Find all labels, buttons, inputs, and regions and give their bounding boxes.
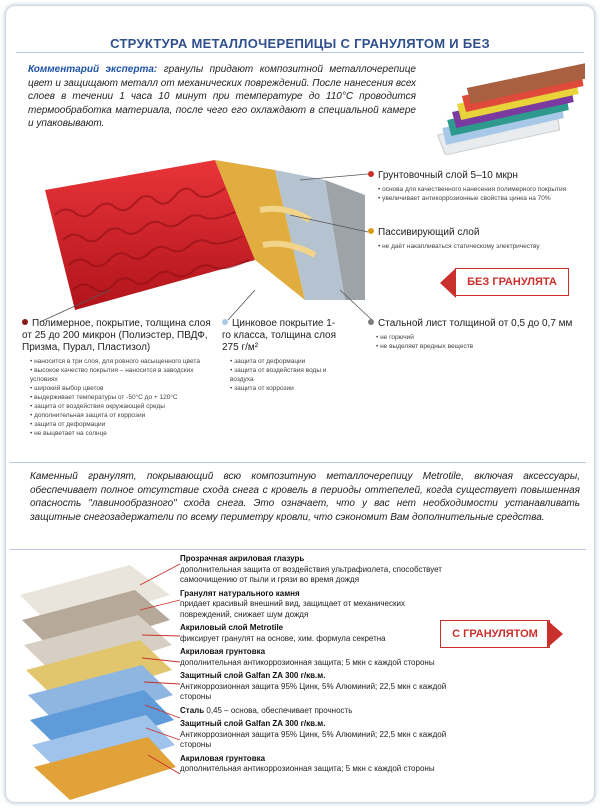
polymer-title: Полимерное, покрытие, толщина слоя от 25 до 200 микрон (Полиэстер, ПВДФ, Призма, Пурал, Пластизол) (22, 318, 211, 353)
primer-title: Грунтовочный слой 5–10 мкрн (378, 170, 518, 181)
layer-item: Защитный слой Galfan ZA 300 г/кв.м. Антикоррозионная защита 95% Цинк, 5% Алюминий; 22,5 мкн с каждой стороны (180, 671, 447, 701)
layer-item: Гранулят натурального камня придает красивый внешний вид, защищает от механических повреждений, снижает шум дождя (180, 588, 405, 619)
polymer-bullet: • дополнительная защита от коррозии (30, 411, 217, 420)
page-title: СТРУКТУРА МЕТАЛЛОЧЕРЕПИЦЫ С ГРАНУЛЯТОМ И БЕЗ (110, 36, 490, 51)
banner-arrow-icon (440, 268, 456, 298)
steel-bullet: • не выделяет вредных веществ (376, 342, 583, 351)
granulate-paragraph: Каменный гранулят, покрывающий всю композитную металлочерепицу Metrotile, включая аксессуары, обеспечивает полное отсутствие схода снега с кровель в периоды оттепелей, когда существует повышенная опасность "лавинообразного" схода снега. Это означает, что у вас нет необходимости устанавливать защитные снегозадержатели по всему периметру кровли, что сэкономит Вам дополнительные средства. (30, 471, 580, 523)
callout-zinc (222, 318, 342, 393)
passivating-bullet: • не даёт накапливаться статическому электричеству (378, 242, 583, 251)
layer-item: Сталь 0,45 – основа, обеспечивает прочность (180, 705, 353, 715)
zinc-title: Цинковое покрытие 1-го класса, толщина слоя 275 г/м² (222, 318, 337, 353)
steel-dot (368, 319, 374, 325)
primer-bullet: • основа для качественного нанесения полимерного покрытия (378, 185, 583, 194)
callout-polymer (22, 318, 217, 438)
polymer-bullet: • защита от деформации (30, 420, 217, 429)
layer-item: Защитный слой Galfan ZA 300 г/кв.м. Антикоррозионная защита 95% Цинк, 5% Алюминий; 22,5 мкн с каждой стороны (180, 719, 447, 749)
polymer-bullet: • высокое качество покрытия – наносится в заводских условиях (30, 366, 217, 384)
layer-item: Прозрачная акриловая глазурь дополнительная защита от воздействия ультрафиолета, способствует самоочищению от пыли и грязи во время дождя (180, 554, 442, 584)
layer-item: Акриловая грунтовка дополнительная антикоррозионная защита; 5 мкн с каждой стороны (180, 753, 435, 773)
zinc-dot (222, 319, 228, 325)
steel-bullet: • не горючий (376, 333, 583, 342)
banner-arrow-right-icon (547, 620, 563, 648)
expert-label: Комментарий эксперта: (28, 64, 158, 75)
passivating-title: Пассивирующий слой (378, 227, 480, 238)
polymer-bullet: • наносится в три слоя, для ровного насыщенного цвета (30, 357, 217, 366)
polymer-bullet: • не выцветает на солнце (30, 429, 217, 438)
callout-steel (368, 318, 583, 351)
polymer-bullet: • выдерживает температуры от -50°С до + 120°С (30, 393, 217, 402)
layer-connectors (0, 550, 190, 800)
polymer-bullet: • защита от воздействия окружающей среды (30, 402, 217, 411)
primer-bullet: • увеличивает антикоррозионные свойства цинка на 70% (378, 194, 583, 203)
banner-with-granulate: С ГРАНУЛЯТОМ (440, 620, 550, 648)
steel-title: Стальной лист толщиной от 0,5 до 0,7 мм (378, 318, 573, 329)
banner-without-granulate: БЕЗ ГРАНУЛЯТА (455, 268, 569, 296)
polymer-bullet: • широкий выбор цветов (30, 384, 217, 393)
zinc-bullet: • защита от деформации (230, 357, 342, 366)
layer-item: Акриловая грунтовка дополнительная антикоррозионная защита; 5 мкн с каждой стороны (180, 647, 435, 667)
layer-list (180, 554, 480, 778)
layer-item: Акриловый слой Metrotile фиксирует гранулят на основе, хим. формула секретна (180, 623, 386, 643)
zinc-bullet: • защита от коррозии (230, 384, 342, 393)
polymer-dot (22, 319, 28, 325)
expert-text: гранулы придают композитной металлочерепице цвет и защищают металл от механических повреждений. После нанесения всех слоев в течении 1 часа 10 минут при температуре до 110°С проводится термообработка материала, после чего его охлаждают в специальной камере и упаковывают. (28, 64, 416, 129)
zinc-bullet: • защита от воздействия воды и воздуха (230, 366, 342, 384)
